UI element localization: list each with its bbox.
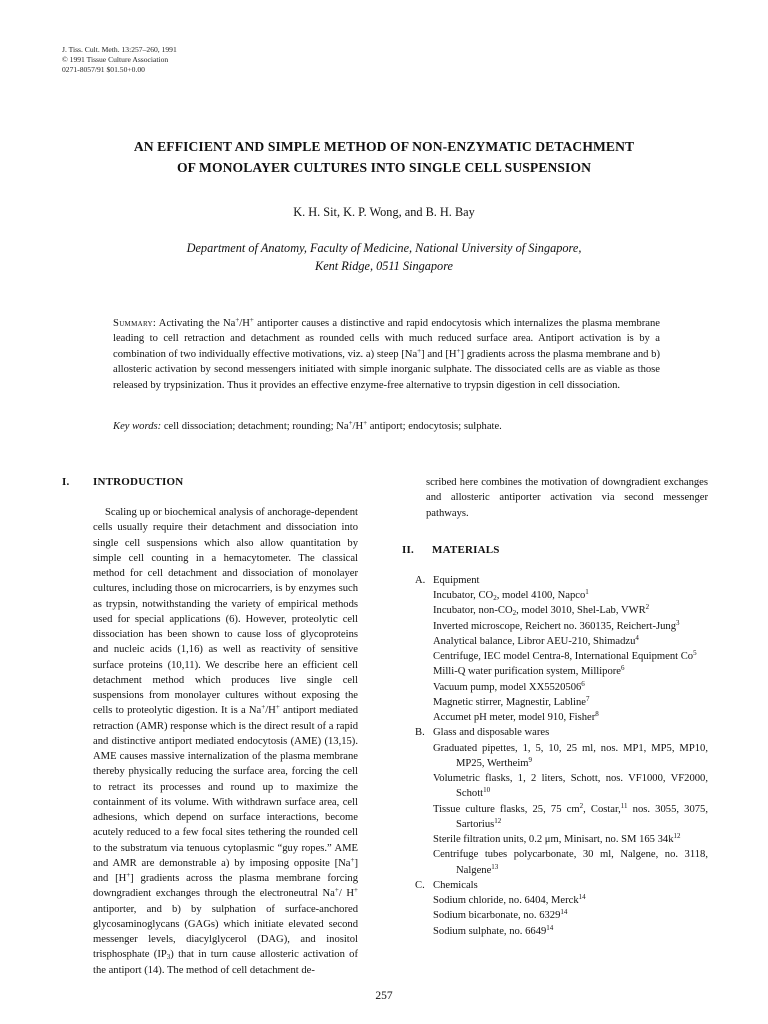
item-text: Inverted microscope, Reichert no. 360135, Reichert-Jung [433,620,676,632]
item-text: Accumet pH meter, model 910, Fisher [433,712,596,723]
group-title: Glass and disposable wares [433,727,550,739]
keywords-label: Key words: [113,421,162,432]
footnote-ref: 11 [620,801,628,810]
superscript: + [348,419,353,427]
superscript: + [334,886,339,895]
group-title: Equipment [433,574,480,586]
introduction-paragraph [93,505,358,978]
section-title: MATERIALS [432,543,500,556]
journal-citation-line: J. Tiss. Cult. Meth. 13:257–260, 1991 [62,45,177,54]
summary-text: antiporter causes a distinctive and rapid endocytosis which internalizes the plasma membrane leading to cell retraction and detachment as rounded cells with much reduced surface area. Antiport activation is by a combination of two individually effective motivations, viz. a) steep [Na [113,318,661,360]
footnote-ref: 6 [621,664,625,673]
superscript: + [350,855,355,864]
item-text: Graduated pipettes, 1, 5, 10, 25 ml, nos. MP1, MP5, MP10, MP25, Wertheim [433,742,708,769]
body-text: antiport mediated retraction (AMR) response which is the direct result of a rapid and distinctive antiport mediated endocytosis (AME) (13,15). AME causes massive internalization of the plasma membrane thereby physically reducing the surface area, forcing the cell to retract its processes and round up to maximize the containment of its volume. With withdrawn surface area, cell adhesions, which depend on surface interactions, become acutely reduced to a few focal sites tethering the rounded cell to the substratum via tenuous cytoplasmic “guy ropes.” AME and AMR are demonstrable a) by imposing opposite [Na [93,705,359,869]
item-text: Centrifuge, IEC model Centra-8, International Equipment Co [433,651,694,662]
item-text: Sterile filtration units, 0.2 μm, Minisart, no. SM 165 34k [433,834,674,845]
item-text: , model 4100, Napco [496,590,586,601]
list-item [433,832,708,847]
superscript: + [354,886,358,895]
body-text: ] gradients across the plasma membrane forcing downgradient exchanges through the electroneutral Na [93,873,358,900]
footnote-ref: 2 [645,603,650,612]
item-text: Analytical balance, Libror AEU-210, Shimadzu [433,635,636,647]
item-text: Milli-Q water purification system, Millipore [433,666,622,678]
summary-text: ] gradients across the plasma membrane and b) allosteric activation by second messengers initiated with simple inorganic sulphate. The dissociated cells are as viable as those released by trypsinization. Thus it provides an effective enzyme-free alternative to trypsin digestion in cell dissociation. [113,348,660,391]
superscript: + [456,346,461,355]
affiliation-line: Kent Ridge, 0511 Singapore [315,259,453,273]
item-text: , model 3010, Shel-Lab, VWR [516,605,646,617]
footnote-ref: 1 [585,588,589,596]
materials-group-equipment [415,573,708,588]
body-text: Scaling up or biochemical analysis of anchorage-dependent cells usually require their detachment and dissociation into single cell suspensions which also allow quantitation by simple cell counting in a hemacytometer. The classical method for cell detachment and dissociation of monolayer cultures, including those on microcarriers, is by enzymes such as trypsin, notwithstanding the variety of empirical methods used for special applications (6). However, proteolytic cell dissociation has been shown to cause loss of glycoproteins and nucleic acids (1,16) as well as reactivity of sensitive surface proteins (10,11). We describe here an efficient cell detachment method which produces live single cell suspensions from monolayer cultures without exposing the cells to proteolytic digestion. It is a Na [93,507,358,717]
page-number: 257 [375,990,393,1002]
list-item [433,649,708,664]
list-item [433,619,708,634]
footnote-ref: 14 [560,908,568,917]
body-text: /H [265,705,276,717]
author-list: K. H. Sit, K. P. Wong, and B. H. Bay [293,205,475,219]
right-column [402,475,708,939]
superscript: + [235,316,240,324]
list-item [433,802,708,833]
left-column [62,475,358,978]
summary-label: Summary: [113,318,157,329]
footnote-ref: 10 [483,786,491,795]
item-text: Incubator, non-CO [433,605,513,617]
footnote-ref: 12 [494,816,502,825]
article-title [60,136,708,178]
footnote-ref: 5 [693,649,697,657]
introduction-continuation: scribed here combines the motivation of downgradient exchanges and allosteric antiporter activation via second messenger pathways. [426,477,708,519]
summary-text: /H [239,318,250,329]
superscript: + [275,703,280,712]
list-item [433,695,708,710]
affiliation-line: Department of Anatomy, Faculty of Medicine, National University of Singapore, [186,241,582,255]
section-heading-materials [402,543,708,559]
item-text: Sodium chloride, no. 6404, Merck [433,895,579,906]
superscript: + [126,871,131,879]
section-number: II. [402,543,414,556]
item-text: Centrifuge tubes polycarbonate, 30 ml, Nalgene, no. 3118, Nalgene [433,849,708,876]
journal-issn-line: 0271-8057/91 $01.50+0.00 [62,65,145,74]
list-item [433,924,708,939]
journal-copyright-line: © 1991 Tissue Culture Association [62,55,169,64]
list-item [433,847,708,878]
list-item [433,634,708,649]
body-text: / H [338,888,355,900]
list-item [433,603,708,618]
section-title: INTRODUCTION [93,476,184,488]
section-number: I. [62,476,70,488]
summary-text: ] and [H [421,348,457,360]
item-text: Volumetric flasks, 1, 2 liters, Schott, nos. VF1000, VF2000, Schott [433,773,708,800]
superscript: + [417,346,422,355]
summary-text: Activating the Na [156,318,236,329]
list-item [433,710,708,725]
subscript: 3 [166,953,171,962]
abstract-summary [113,316,660,393]
item-text: Vacuum pump, model XX5520506 [433,681,582,693]
item-text: Sodium sulphate, no. 6649 [433,925,547,937]
body-text: ] and [H [93,857,358,884]
list-item [433,893,708,908]
list-item [433,741,708,772]
keywords-text: antiport; endocytosis; sulphate. [367,421,502,432]
list-item [433,664,708,679]
footnote-ref: 3 [676,618,680,627]
item-text: Sodium bicarbonate, no. 6329 [433,910,561,922]
group-title: Chemicals [433,879,478,891]
list-item [433,588,708,603]
footnote-ref: 13 [491,862,499,871]
article-title-line: AN EFFICIENT AND SIMPLE METHOD OF NON-ENZYMATIC DETACHMENT [133,139,635,154]
footnote-ref: 9 [528,755,533,764]
keywords-text: /H [352,421,364,432]
footnote-ref: 14 [578,893,586,901]
subscript: 2 [493,594,497,602]
materials-list [402,573,708,939]
group-label: A. [415,574,426,586]
group-label: B. [415,727,425,739]
superscript: + [261,703,266,712]
footnote-ref: 7 [586,694,590,703]
body-text: ) that in turn cause allosteric activation of the antiport (14). The method of cell detachment de- [93,949,358,976]
footnote-ref: 6 [581,679,585,688]
item-text: , Costar, [583,803,621,815]
item-text: Magnetic stirrer, Magnestir, Labline [433,696,587,708]
article-title-line: OF MONOLAYER CULTURES INTO SINGLE CELL SUSPENSION [176,160,592,175]
item-text: nos. 3055, 3075, Sartorius [456,803,708,830]
section-heading-introduction [62,475,358,491]
subscript: 2 [512,609,517,618]
footnote-ref: 4 [635,633,639,642]
superscript: + [249,316,254,324]
footnote-ref: 12 [673,832,681,840]
list-item [433,908,708,923]
journal-citation [62,45,177,75]
superscript: + [363,419,368,427]
superscript: 2 [579,801,584,810]
materials-group-chemicals [415,878,708,893]
keywords-text: cell dissociation; detachment; rounding; Na [161,421,349,432]
keywords [113,419,660,434]
body-text: antiporter, and b) by sulphation of surface-anchored glycosaminoglycans (GAGs) which initiate elevated second messenger levels, diacylglycerol (DAG), and inositol trisphosphate (IP [93,903,358,961]
affiliation [60,239,708,275]
materials-group-glassware [415,725,708,740]
footnote-ref: 14 [546,923,554,932]
group-label: C. [415,879,425,891]
list-item [433,771,708,802]
list-item [433,680,708,695]
item-text: Incubator, CO [433,590,494,601]
footnote-ref: 8 [595,710,599,718]
item-text: Tissue culture flasks, 25, 75 cm [433,803,580,815]
